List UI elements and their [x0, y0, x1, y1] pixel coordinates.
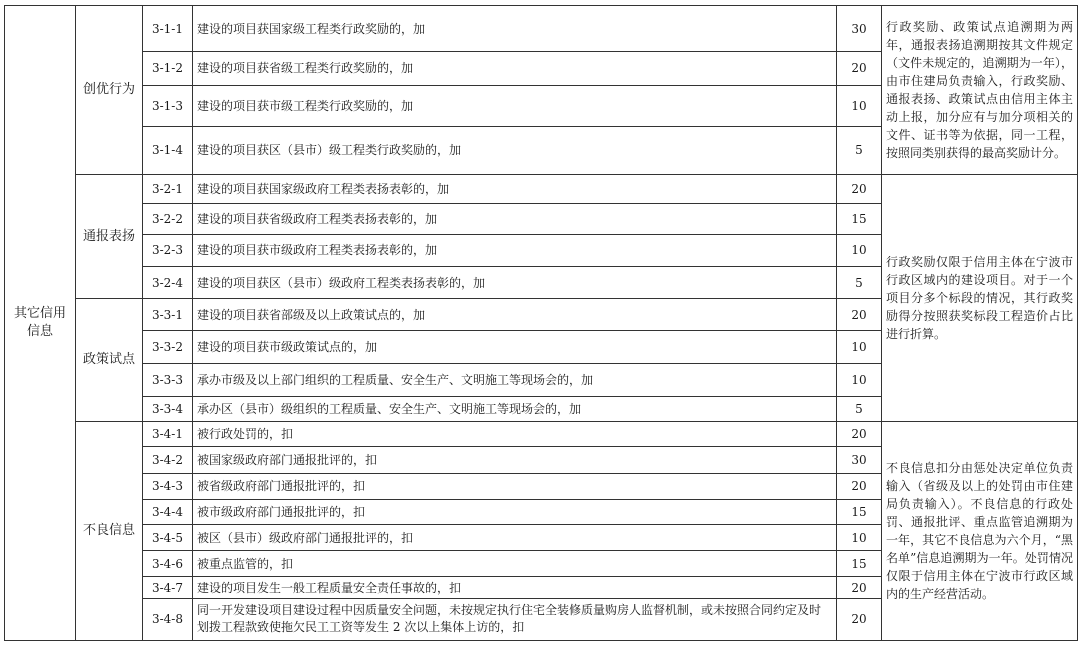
item-score: 20 [837, 577, 882, 598]
section-note [882, 6, 1078, 175]
section-note [882, 422, 1078, 641]
main-category-line: 信息 [26, 324, 53, 339]
item-score: 10 [837, 525, 882, 551]
item-description: 被重点监管的，扣 [193, 550, 837, 577]
item-score: 10 [837, 234, 882, 266]
item-score: 30 [837, 446, 882, 474]
item-description: 被市级政府部门通报批评的，扣 [193, 499, 837, 525]
item-description: 建设的项目获区（县市）级政府工程类表扬表彰的，加 [193, 266, 837, 299]
item-code: 3-4-6 [143, 550, 193, 577]
item-code: 3-1-1 [143, 6, 193, 52]
item-description: 被省级政府部门通报批评的，扣 [193, 474, 837, 500]
item-description: 建设的项目获区（县市）级工程类行政奖励的，加 [193, 126, 837, 174]
note-text: 行政奖励、政策试点追溯期为两年，通报表扬追溯期按其文件规定（文件未规定的，追溯期为一年），由市住建局负责输入，行政奖励、通报表扬、政策试点由信用主体主动上报，加分应有与加分项相关的文件、证书等为依据，同一工程，按照同类别获得的最高奖励计分。 [886, 19, 1073, 160]
item-score: 30 [837, 6, 882, 52]
item-score: 10 [837, 85, 882, 126]
item-description: 建设的项目获市级政策试点的，加 [193, 331, 837, 364]
item-code: 3-4-5 [143, 525, 193, 551]
note-text: 行政奖励仅限于信用主体在宁波市行政区域内的建设项目。对于一个项目分多个标段的情况，其行政奖励得分按照获奖标段工程造价占比进行折算。 [886, 254, 1073, 341]
item-score: 10 [837, 363, 882, 396]
item-code: 3-2-3 [143, 234, 193, 266]
item-code: 3-4-4 [143, 499, 193, 525]
table-row [5, 174, 1078, 204]
section-name: 不良信息 [76, 422, 143, 641]
item-description: 建设的项目获省部级及以上政策试点的，加 [193, 299, 837, 331]
item-score: 15 [837, 499, 882, 525]
item-code: 3-4-8 [143, 598, 193, 640]
item-score: 20 [837, 52, 882, 86]
main-category-cell [5, 6, 76, 641]
item-score: 5 [837, 126, 882, 174]
item-score: 20 [837, 598, 882, 640]
item-code: 3-3-1 [143, 299, 193, 331]
item-description: 建设的项目获省级政府工程类表扬表彰的，加 [193, 204, 837, 235]
item-score: 5 [837, 266, 882, 299]
item-code: 3-4-1 [143, 422, 193, 447]
item-score: 20 [837, 422, 882, 447]
section-name: 政策试点 [76, 299, 143, 422]
item-description: 承办市级及以上部门组织的工程质量、安全生产、文明施工等现场会的，加 [193, 363, 837, 396]
item-code: 3-1-4 [143, 126, 193, 174]
item-description: 被国家级政府部门通报批评的，扣 [193, 446, 837, 474]
section-name: 通报表扬 [76, 174, 143, 299]
main-category-line: 其它信用 [13, 306, 66, 321]
table-row [5, 422, 1078, 447]
item-score: 15 [837, 550, 882, 577]
item-code: 3-2-4 [143, 266, 193, 299]
item-description-text: 同一开发建设项目建设过程中因质量安全问题，未按规定执行住宅全装修质量购房人监督机制，或未按照合同约定及时划拨工程款致使拖欠民工工资等发生 2 次以上集体上访的，扣 [197, 603, 822, 635]
item-description: 被行政处罚的，扣 [193, 422, 837, 447]
item-description: 建设的项目获市级政府工程类表扬表彰的，加 [193, 234, 837, 266]
item-code: 3-4-3 [143, 474, 193, 500]
item-score: 20 [837, 474, 882, 500]
item-code: 3-3-2 [143, 331, 193, 364]
table-row [5, 6, 1078, 52]
item-description: 建设的项目获国家级政府工程类表扬表彰的，加 [193, 174, 837, 204]
item-score: 15 [837, 204, 882, 235]
section-name: 创优行为 [76, 6, 143, 175]
item-code: 3-2-2 [143, 204, 193, 235]
credit-score-table [4, 5, 1078, 641]
item-description: 建设的项目获省级工程类行政奖励的，加 [193, 52, 837, 86]
item-score: 20 [837, 299, 882, 331]
item-description: 建设的项目发生一般工程质量安全责任事故的，扣 [193, 577, 837, 598]
item-code: 3-4-7 [143, 577, 193, 598]
item-code: 3-3-4 [143, 396, 193, 422]
item-code: 3-4-2 [143, 446, 193, 474]
note-text: 不良信息扣分由惩处决定单位负责输入（省级及以上的处罚由市住建局负责输入）。不良信息的行政处罚、通报批评、重点监管追溯期为一年，其它不良信息为六个月，“黑名单”信息追溯期为一年。处罚情况仅限于信用主体在宁波市行政区域内的生产经营活动。 [886, 461, 1073, 602]
item-code: 3-1-3 [143, 85, 193, 126]
item-description: 被区（县市）级政府部门通报批评的，扣 [193, 525, 837, 551]
item-score: 20 [837, 174, 882, 204]
item-code: 3-2-1 [143, 174, 193, 204]
item-code: 3-3-3 [143, 363, 193, 396]
item-description: 承办区（县市）级组织的工程质量、安全生产、文明施工等现场会的，加 [193, 396, 837, 422]
item-code: 3-1-2 [143, 52, 193, 86]
middle-note [882, 174, 1078, 421]
item-description: 建设的项目获市级工程类行政奖励的，加 [193, 85, 837, 126]
item-score: 5 [837, 396, 882, 422]
item-description [193, 598, 837, 640]
item-score: 10 [837, 331, 882, 364]
item-description: 建设的项目获国家级工程类行政奖励的，加 [193, 6, 837, 52]
